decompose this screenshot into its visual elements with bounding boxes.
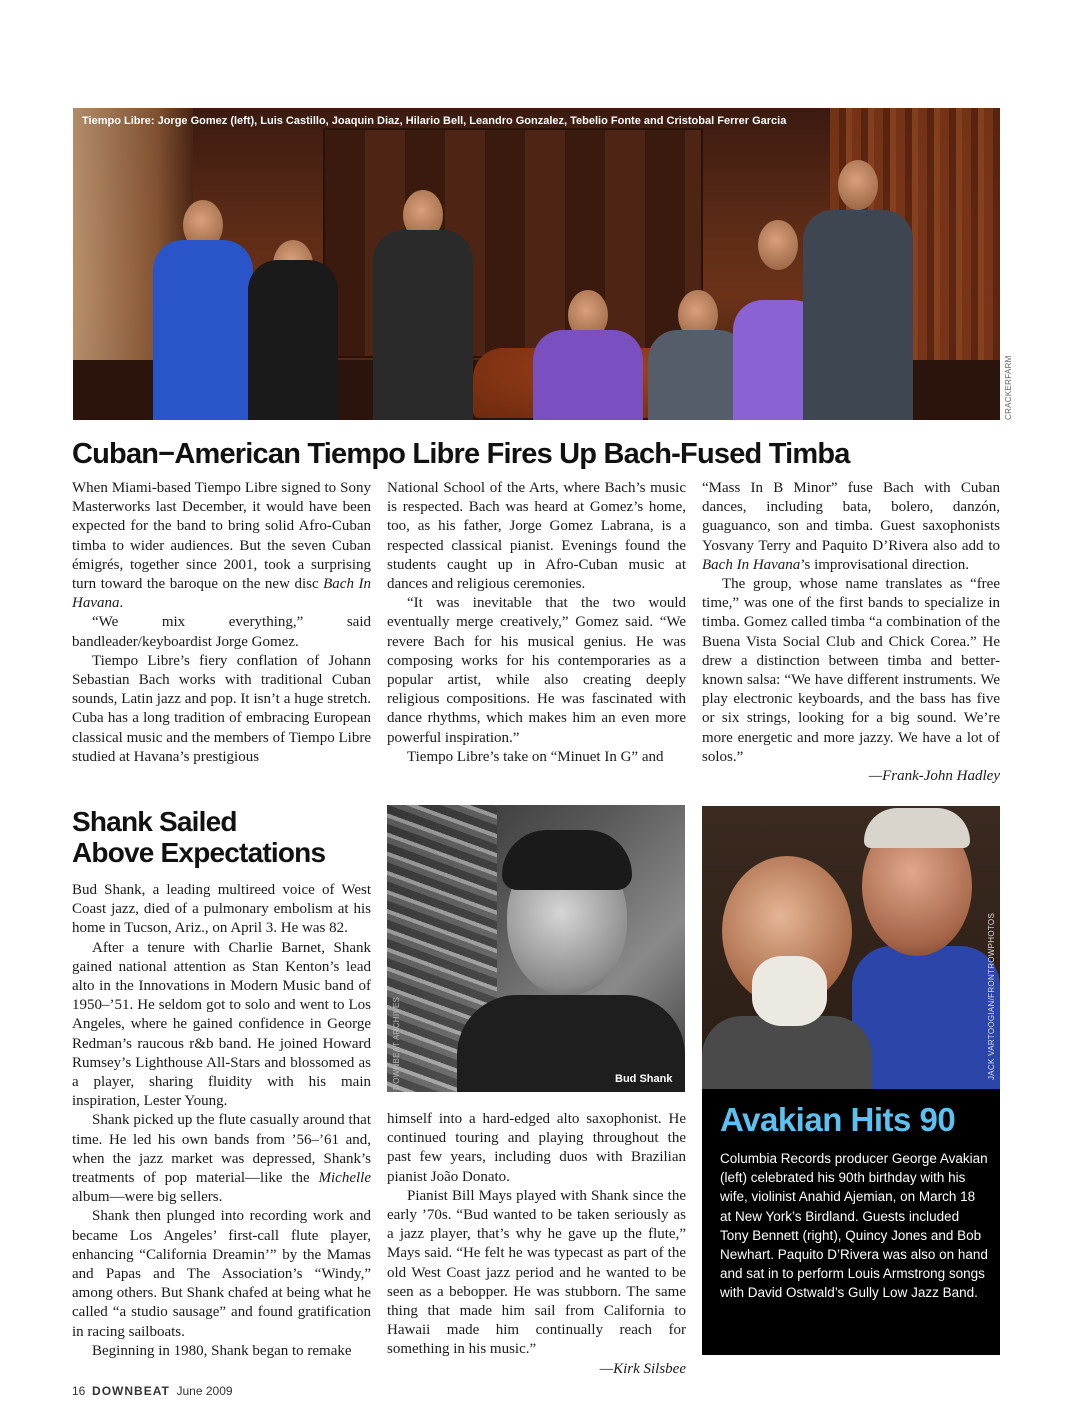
magazine-name: DOWNBEAT — [92, 1384, 170, 1398]
sidebar-box — [702, 1089, 1000, 1355]
avakian-photo — [702, 806, 1000, 1089]
sidebar-text: Columbia Records producer George Avakian (left) celebrated his 90th birthday with his wife, violinist Anahid Ajemian, on March 18 at New York’s Birdland. Guests included Tony Bennett (right), Quincy Jones and Bob Newhart. Paquito D’Rivera was also on hand and sat in to perform Louis Armstrong songs with David Ostwald’s Gully Low Jazz Band. — [720, 1151, 988, 1301]
paragraph: Shank then plunged into recording work and became Los Angeles’ first-call flute player, enhancing “California Dreamin’” by the Mamas and Papas and The Association’s “Windy,” among others. But Shank chafed at being what he called “a studio sausage” and found gratification in racing sailboats. — [72, 1208, 371, 1340]
paragraph: Bud Shank, a leading multireed voice of West Coast jazz, died of a pulmonary embolism at his home in Tucson, Ariz., on April 3. He was 82. — [72, 882, 371, 937]
article-headline: Cuban−American Tiempo Libre Fires Up Bach-Fused Timba — [72, 438, 850, 470]
article-column — [72, 881, 371, 1361]
bud-photo-credit: DOWNBEAT ARCHIVES — [392, 996, 401, 1090]
band-photo-caption: Tiempo Libre: Jorge Gomez (left), Luis Castillo, Joaquin Diaz, Hilario Bell, Leandro Gonzalez, Tebelio Fonte and Cristobal Ferrer Garcia — [82, 115, 787, 127]
page-number: 16 — [72, 1384, 86, 1398]
band-photo — [73, 108, 1000, 420]
paragraph: Beginning in 1980, Shank began to remake — [92, 1342, 352, 1359]
page-footer — [72, 1384, 233, 1398]
paragraph: National School of the Arts, where Bach’s music is respected. Bach was heard at Gomez’s home, too, as his father, Jorge Gomez Labrana, is a respected classical pianist. Evenings found the students caught up in Afro-Cuban music at dances and religious ceremonies. — [387, 480, 686, 593]
avakian-photo-credit: JACK VARTOOGIAN/FRONTROWPHOTOS — [987, 912, 996, 1080]
paragraph: After a tenure with Charlie Barnet, Shank gained national attention as Stan Kenton’s lead alto in the Innovations in Modern Music band of 1950–’51. He seldom got to solo and went to Los Angeles, where he gained confidence in George Redman’s raucous r&b band. He joined Howard Rumsey’s Lighthouse All-Stars and blossomed as a player, sharing fluidity with his main inspiration, Lester Young. — [72, 939, 371, 1110]
band-member — [153, 170, 253, 420]
paragraph: Tiempo Libre’s fiery conflation of Johann Sebastian Bach works with traditional Cuban sounds, Latin jazz and pop. It isn’t a huge stretch. Cuba has a long tradition of embracing European classical music and the members of Tiempo Libre studied at Havana’s prestigious — [72, 652, 371, 765]
paragraph: Shank picked up the flute casually around that time. He led his own bands from ’56–’61 and, when the jazz market was depressed, Shank’s treatments of pop material—like the Michelle album—were big sellers. — [72, 1112, 371, 1206]
album-title: Bach In Havana — [72, 576, 371, 612]
article-headline: Shank Sailed Above Expectations — [72, 806, 326, 868]
paragraph: The group, whose name translates as “free time,” was one of the first bands to specialize in timba. Gomez called timba “a combination of the Buena Vista Social Club and Chick Corea.” He drew a distinction between timba and better-known salsa: “We have different instruments. We play electronic keyboards, and the bass has five or six strings, looking for a big sound. We’re more energetic and more jazzy. We have a lot of solos.” —Frank-John Hadley — [702, 575, 1000, 786]
album-title: Bach In Havana — [702, 556, 801, 573]
bud-shank-caption: Bud Shank — [615, 1073, 673, 1085]
paragraph: “It was inevitable that the two would eventually merge creatively,” Gomez said. “We revere Bach for his musical genius. He was composing works for his contemporaries as a popular artist, while also creating deeply religious compositions. He was fascinated with dance rhythms, which makes him an even more powerful inspiration.” — [387, 595, 686, 746]
band-member — [248, 190, 338, 420]
band-photo-credit: CRACKERFARM — [1004, 355, 1013, 420]
paragraph: “We mix everything,” said bandleader/keyboardist Jorge Gomez. — [72, 614, 371, 650]
article-column — [702, 479, 1000, 786]
byline: —Frank-John Hadley — [868, 768, 1000, 785]
paragraph: “Mass In B Minor” fuse Bach with Cuban dances, including bata, bolero, danzón, guaguanco, son and timba. Guest saxophonists Yosvany Terry and Paquito D’Rivera also add to Bach In Havana’s improvisational direction. — [702, 480, 1000, 573]
article-column — [72, 479, 371, 767]
paragraph: Tiempo Libre’s take on “Minuet In G” and — [407, 748, 664, 765]
article-column — [387, 1110, 686, 1379]
band-member — [803, 150, 913, 420]
album-title: Michelle — [318, 1170, 371, 1187]
byline: —Kirk Silsbee — [599, 1360, 686, 1377]
article-column — [387, 479, 686, 767]
sidebar-title: Avakian Hits 90 — [720, 1101, 956, 1138]
bud-shank-photo — [387, 805, 685, 1092]
band-member — [533, 290, 643, 420]
band-member — [373, 150, 473, 420]
issue-date: June 2009 — [176, 1384, 233, 1398]
paragraph: himself into a hard-edged alto saxophonist. He continued touring and playing throughout the past few years, including duos with Brazilian pianist João Donato. — [387, 1111, 686, 1185]
paragraph: When Miami-based Tiempo Libre signed to Sony Masterworks last December, it would have been expected for the band to bring solid Afro-Cuban timba to wider audiences. But the seven Cuban émigrés, together since 2001, took a surprising turn toward the baroque on the new disc Bach In Havana. — [72, 480, 371, 612]
paragraph: Pianist Bill Mays played with Shank since the early ’70s. “Bud wanted to be taken seriously as a jazz player, that’s why he gave up the flute,” Mays said. “He felt he was typecast as part of the old West Coast jazz period and he wanted to be seen as a bebopper. He was stubborn. The same thing that made him sail from California to Hawaii made him continually reach for something in his music.” —Kirk Silsbee — [387, 1187, 686, 1379]
